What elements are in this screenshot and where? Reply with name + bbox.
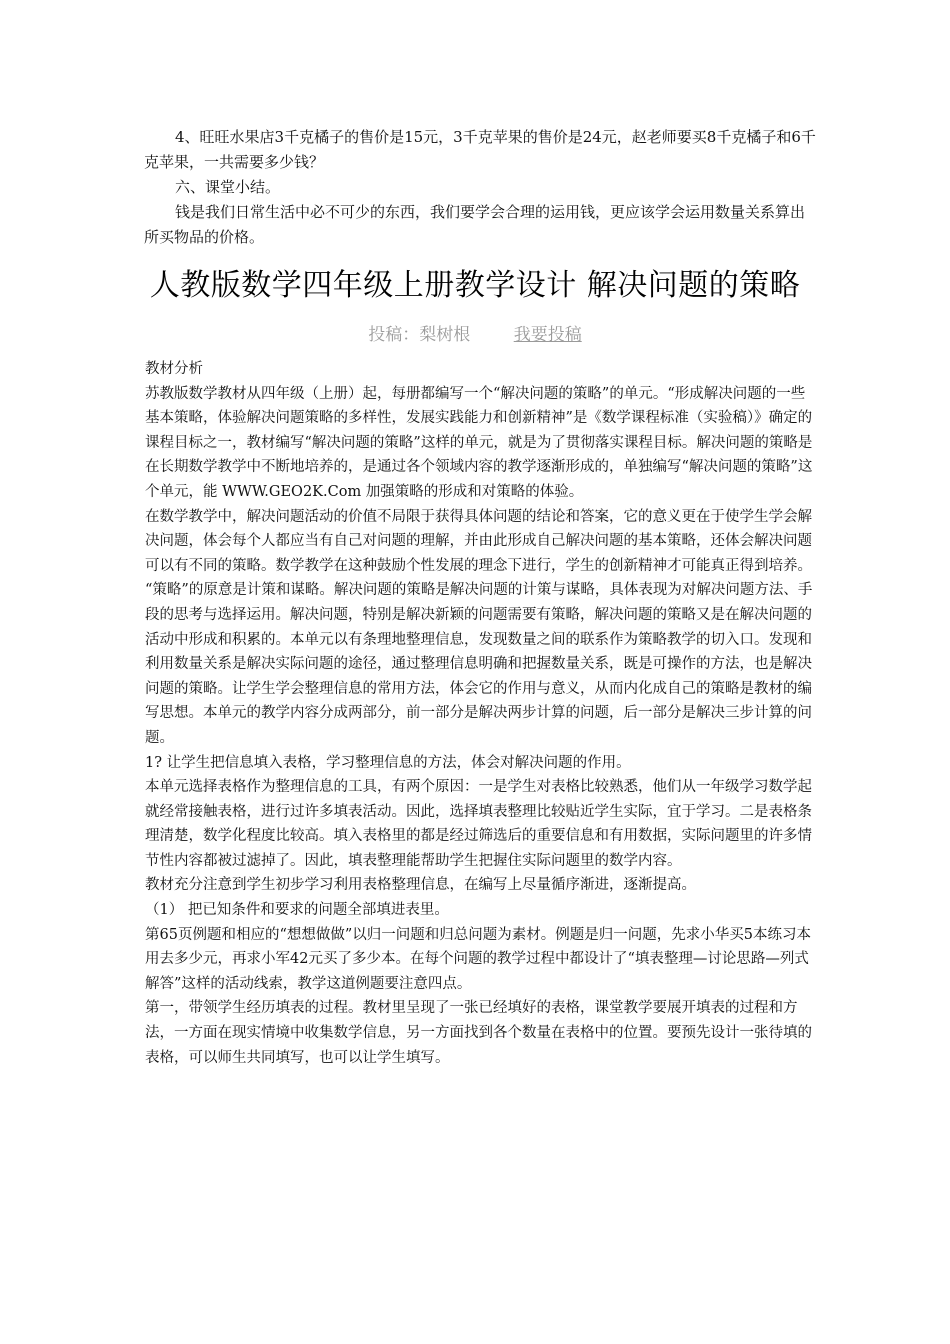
previous-article-tail [144, 125, 816, 250]
byline [0, 322, 950, 348]
section-heading-summary: 六、课堂小结。 [175, 178, 281, 196]
body-paragraph: 教材充分注意到学生初步学习利用表格整理信息，在编写上尽量循序渐进，逐渐提高。 [145, 877, 696, 894]
body-paragraph: 苏教版数学教材从四年级（上册）起，每册都编写一个“解决问题的策略”的单元。“形成解决问题的一些基本策略，体验解决问题策略的多样性，发展实践能力和创新精神”是《数学课程标准（实验稿）》确定的课程目标之一，教材编写“解决问题的策略”这样的单元，就是为了贯彻落实课程目标。解决问题的策略是在长期数学教学中不断地培养的，是通过各个领域内容的教学逐渐形成的，单独编写“解决问题的策略”这个单元，能 WWW.GEO2K.Com 加强策略的形成和对策略的体验。 [145, 385, 813, 500]
body-paragraph: 本单元选择表格作为整理信息的工具，有两个原因：一是学生对表格比较熟悉，他们从一年级学习数学起就经常接触表格，进行过许多填表活动。因此，选择填表整理比较贴近学生实际，宜于学习。二是表格条理清楚，数学化程度比较高。填入表格里的都是经过筛选后的重要信息和有用数据，实际问题里的许多情节性内容都被过滤掉了。因此，填表整理能帮助学生把握住实际问题里的数学内容。 [145, 779, 812, 869]
body-paragraph: 在数学教学中，解决问题活动的价值不局限于获得具体问题的结论和答案，它的意义更在于使学生学会解决问题，体会每个人都应当有自己对问题的理解，并由此形成自己解决问题的基本策略，还体会解决问题可以有不同的策略。数学教学在这种鼓励个性发展的理念下进行，学生的创新精神才可能真正得到培养。 [145, 508, 812, 574]
article-body [145, 357, 817, 1070]
submit-article-link[interactable]: 我要投稿 [513, 325, 582, 345]
body-paragraph: 1? 让学生把信息填入表格，学习整理信息的方法，体会对解决问题的作用。 [145, 754, 631, 771]
section-heading-textbook-analysis: 教材分析 [145, 361, 203, 377]
exercise-paragraph: 4、旺旺水果店3千克橘子的售价是15元，3千克苹果的售价是24元，赵老师要买8千克橘子和6千克苹果，一共需要多少钱？ [144, 128, 816, 171]
body-paragraph: 第一，带领学生经历填表的过程。教材里呈现了一张已经填好的表格，课堂教学要展开填表的过程和方法，一方面在现实情境中收集数学信息，另一方面找到各个数量在表格中的位置。要预先设计一张待填的表格，可以师生共同填写，也可以让学生填写。 [145, 1000, 812, 1066]
body-paragraph: 第65页例题和相应的“想想做做”以归一问题和归总问题为素材。例题是归一问题，先求小华买5本练习本用去多少元，再求小军42元买了多少本。在每个问题的教学过程中都设计了“填表整理—讨论思路—列式解答”这样的活动线索，教学这道例题要注意四点。 [145, 926, 811, 992]
body-paragraph: “策略”的原意是计策和谋略。解决问题的策略是解决问题的计策与谋略，具体表现为对解决问题方法、手段的思考与选择运用。解决问题，特别是解决新颖的问题需要有策略，解决问题的策略又是在解决问题的活动中形成和积累的。本单元以有条理地整理信息，发现数量之间的联系作为策略教学的切入口。发现和利用数量关系是解决实际问题的途径，通过整理信息明确和把握数量关系，既是可操作的方法，也是解决问题的策略。让学生学会整理信息的常用方法，体会它的作用与意义，从而内化成自己的策略是教材的编写思想。本单元的教学内容分成两部分，前一部分是解决两步计算的问题，后一部分是解决三步计算的问题。 [145, 582, 813, 746]
body-paragraph: （1） 把已知条件和要求的问题全部填进表里。 [145, 902, 449, 919]
author-label: 投稿：梨树根 [368, 325, 471, 345]
article-title: 人教版数学四年级上册教学设计 解决问题的策略 [149, 268, 801, 303]
summary-paragraph: 钱是我们日常生活中必不可少的东西，我们要学会合理的运用钱，更应该学会运用数量关系算出所买物品的价格。 [144, 203, 806, 246]
